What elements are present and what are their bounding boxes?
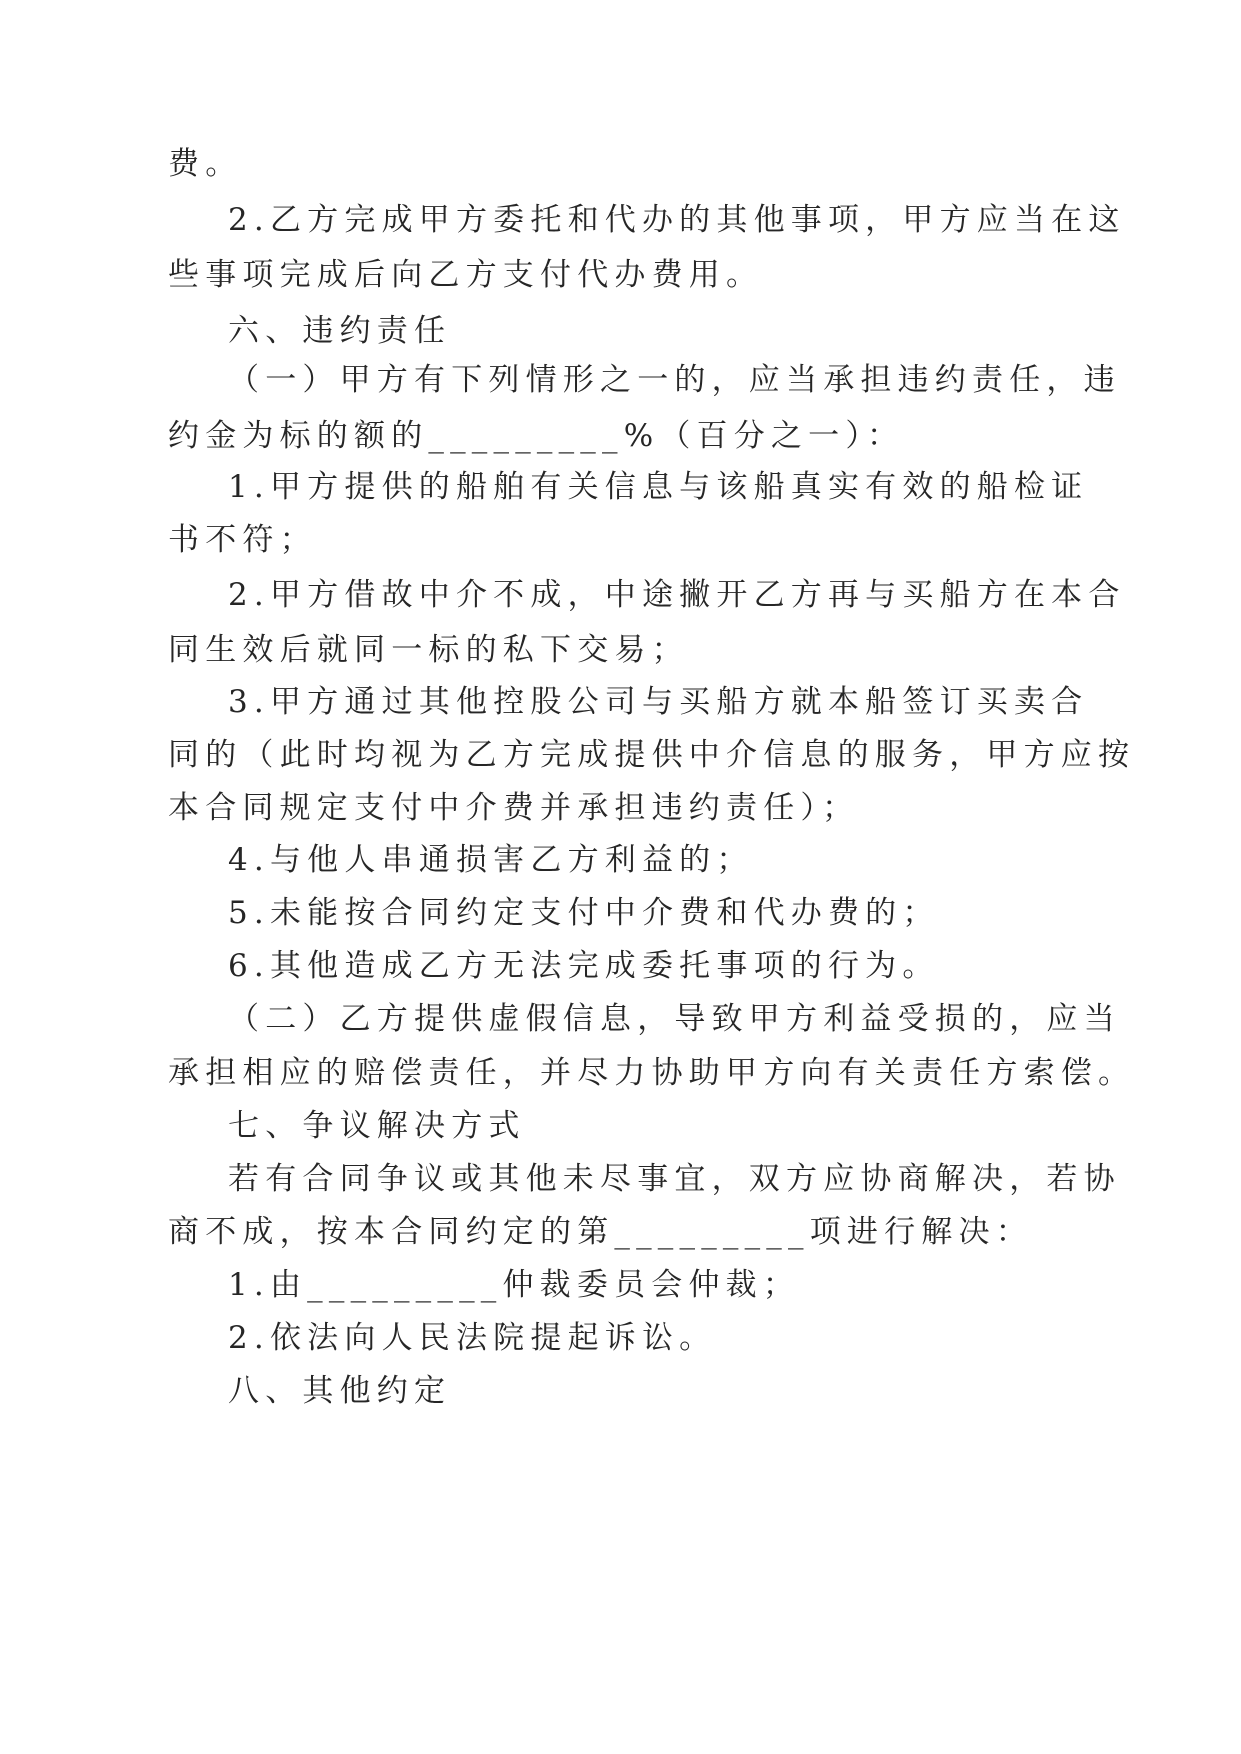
text-line: 费。 — [168, 146, 243, 182]
text-line: 5.未能按合同约定支付中介费和代办费的； — [228, 895, 940, 931]
text-line: 3.甲方通过其他控股公司与买船方就本船签订买卖合 — [228, 684, 1089, 720]
text-line: 2.甲方借故中介不成，中途撇开乙方再与买船方在本合 — [228, 577, 1126, 613]
text-line: （一）甲方有下列情形之一的，应当承担违约责任，违 — [228, 362, 1121, 398]
section-heading: 七、争议解决方式 — [228, 1108, 526, 1144]
text-line: 2.乙方完成甲方委托和代办的其他事项，甲方应当在这 — [228, 202, 1126, 238]
text-line: 承担相应的赔偿责任，并尽力协助甲方向有关责任方索偿。 — [168, 1055, 1136, 1091]
section-heading: 六、违约责任 — [228, 313, 452, 349]
text-line: 6.其他造成乙方无法完成委托事项的行为。 — [228, 948, 940, 984]
text-line: 书不符； — [168, 522, 317, 558]
section-heading: 八、其他约定 — [228, 1373, 452, 1409]
text-line: 1.由_________仲裁委员会仲裁； — [228, 1267, 801, 1303]
text-line: 2.依法向人民法院提起诉讼。 — [228, 1320, 717, 1356]
text-line: （二）乙方提供虚假信息，导致甲方利益受损的，应当 — [228, 1001, 1121, 1037]
text-line: 同生效后就同一标的私下交易； — [168, 632, 689, 668]
text-line: 1.甲方提供的船舶有关信息与该船真实有效的船检证 — [228, 469, 1089, 505]
text-line: 本合同规定支付中介费并承担违约责任）； — [168, 790, 860, 826]
text-line: 约金为标的额的_________%（百分之一）： — [168, 418, 905, 454]
text-line: 同的（此时均视为乙方完成提供中介信息的服务，甲方应按 — [168, 737, 1136, 773]
text-line: 些事项完成后向乙方支付代办费用。 — [168, 257, 764, 293]
text-line: 4.与他人串通损害乙方利益的； — [228, 842, 754, 878]
text-line: 若有合同争议或其他未尽事宜，双方应协商解决，若协 — [228, 1161, 1121, 1197]
text-line: 商不成，按本合同约定的第_________项进行解决： — [168, 1214, 1033, 1250]
